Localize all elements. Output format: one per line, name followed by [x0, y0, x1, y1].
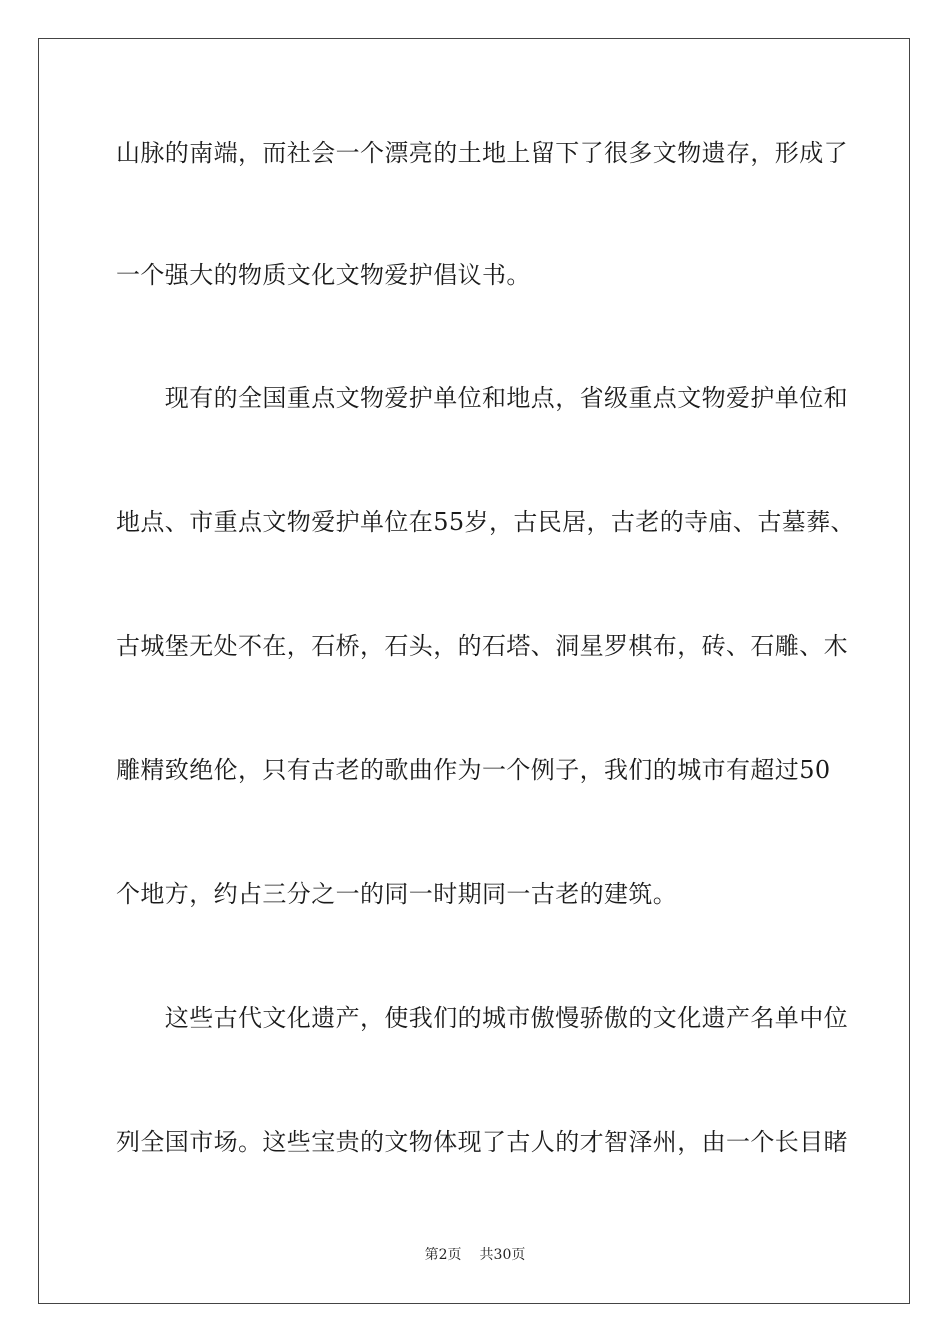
- page-footer: [0, 1246, 950, 1264]
- text-line: 列全国市场。这些宝贵的文物体现了古人的才智泽州，由一个长目睹: [116, 1128, 848, 1156]
- text-line: 个地方，约占三分之一的同一时期同一古老的建筑。: [116, 880, 678, 908]
- page-total: 共30页: [479, 1247, 526, 1263]
- text-line: 雕精致绝伦，只有古老的歌曲作为一个例子，我们的城市有超过50: [116, 756, 831, 784]
- text-line: 古城堡无处不在，石桥，石头，的石塔、洞星罗棋布，砖、石雕、木: [116, 632, 848, 660]
- text-line: 地点、市重点文物爱护单位在55岁，古民居，古老的寺庙、古墓葬、: [116, 508, 855, 536]
- text-line: 一个强大的物质文化文物爱护倡议书。: [116, 261, 531, 289]
- paragraph-start-line: 现有的全国重点文物爱护单位和地点，省级重点文物爱护单位和: [116, 384, 848, 412]
- page-border: [38, 38, 910, 1304]
- paragraph-start-line: 这些古代文化遗产，使我们的城市傲慢骄傲的文化遗产名单中位: [116, 1004, 848, 1032]
- text-line: 山脉的南端，而社会一个漂亮的土地上留下了很多文物遗存，形成了: [116, 139, 848, 167]
- page-number: 第2页: [424, 1247, 462, 1263]
